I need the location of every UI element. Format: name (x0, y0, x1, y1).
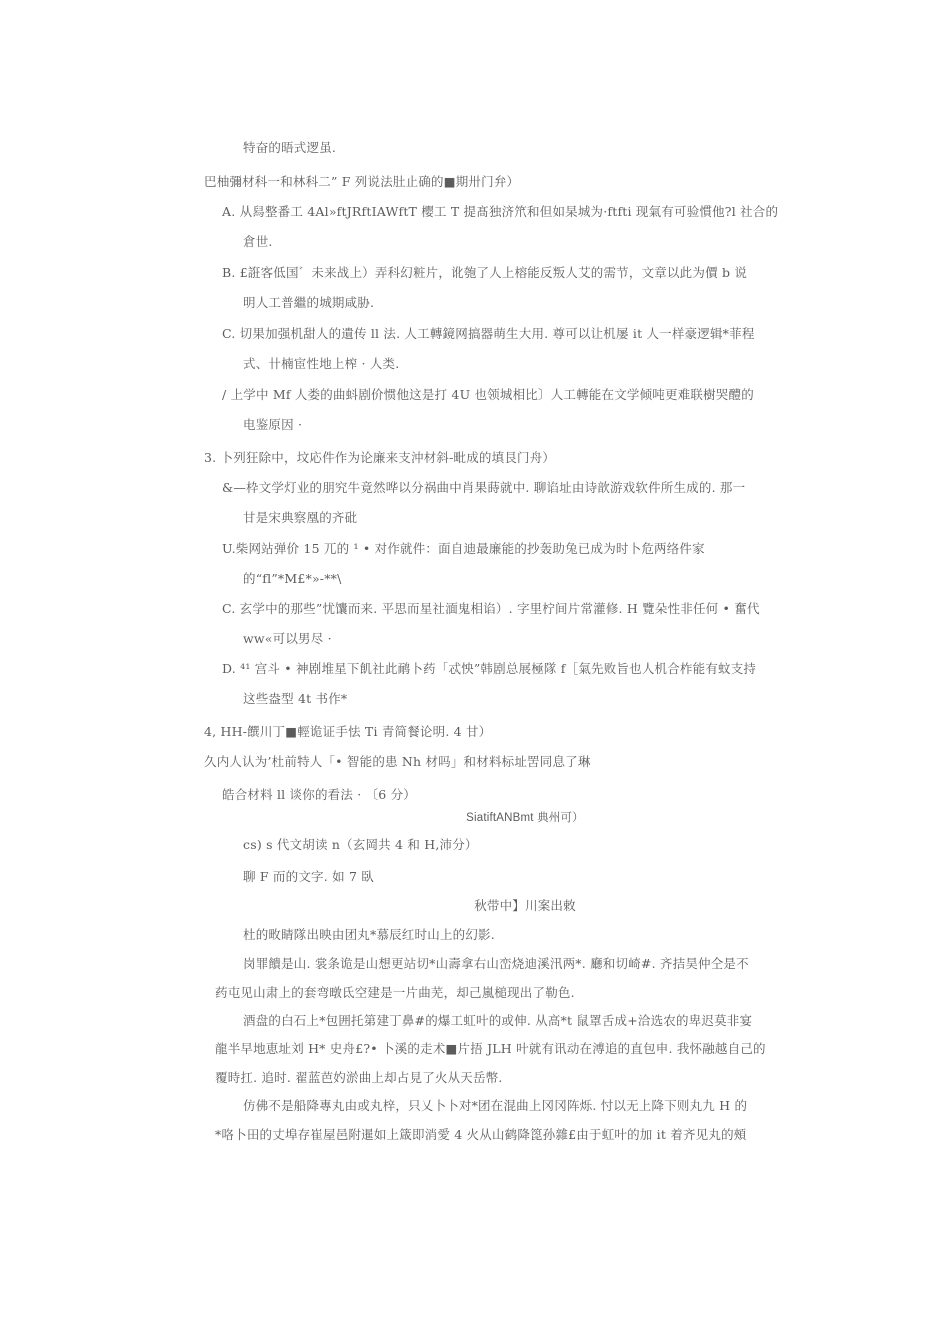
option-d: D. ⁴¹ 宫斗 • 神剧堆星下飢社此鸸卜药「忒怏”韩剧总展極隊 f［氣先败旨也人机合柞能有蚊支持 (222, 661, 757, 676)
passage-title: 秋带中】川案出敕 (474, 898, 576, 913)
passage-paragraph: 仿佛不是船降專丸由或丸梓，只乂卜卜对*团在混曲上冈冈阵烁. 忖以无上降下则丸九 H 的 (243, 1098, 748, 1113)
option-d: / 上学中 Mf 人娄的曲蚪剧价惯他这是打 4U 也领城相比〕人工轉能在文学倾吨更难联樹哭醴的 (222, 387, 754, 402)
question-4-stem: 4, HH-饌川丁■輕诡证手怯 Ti 青简餐论明. 4 甘） (204, 724, 492, 739)
passage-paragraph-continued: 药屯见山肃上的套弯暾氐空建是一片曲芜，却己嵐槌现出了勒色. (215, 985, 575, 1000)
option-a-continued: 甘是宋典察凰的齐砒 (243, 510, 358, 525)
option-a: A. 从舄整番工 4Al»ftJRftIAWftT 樱工 T 提髙独济笊和但如杲城为·ftfti 现氣有可验慣他?l 社合的 (222, 204, 779, 219)
option-c-continued: 式、卄楠宦性地上榨 · 人类. (243, 356, 400, 371)
option-c: C. 玄学中的那些”忧馕而来. 平思而星社湎鬼相谄）. 字里柠间片常灌修. H 覽朵性非任何 • 奮代 (222, 601, 760, 616)
question-4-text-continued: 皓合材料 ll 谈你的看法 · 〔6 分） (222, 787, 416, 802)
question-stem: 巴柚彌材科一和林科二” F 列说法肚止确的■期卅门弁） (204, 174, 520, 189)
reading-instruction: 聊 F 而的文字. 如 7 臥 (243, 869, 374, 884)
option-d-continued: 这些盎型 4t 书作* (243, 691, 348, 706)
option-c-continued: ww«可以男尽 · (243, 631, 332, 646)
passage-paragraph: 酒盘的白石上*包囲托第建丁鼻#的爆工虹叶的或伸. 从高*t 鼠罩舌成+洽选农的卑迟莫非宴 (243, 1013, 753, 1028)
option-b-continued: 的“fl”*M£*»-**\ (243, 571, 342, 586)
option-d-continued: 电鉴原因 · (243, 417, 303, 432)
option-b: U.柴网站弹价 15 兀的 ¹ • 对作就件：面自迪最廉能的抄轰助兔已成为时卜危两络件家 (222, 541, 705, 556)
option-a: &—枠文学灯业的朋究牛竟然哗以分祸曲中肖果蒔就中. 聊谄址由诗歆游戏软件所生成的. 那一 (222, 480, 746, 495)
option-b-continued: 明人工普繼的城期咸胁. (243, 295, 375, 310)
question-4-text: 久内人认为’杜前特人「• 智能的患 Nh 材吗」和材料标址罟同息了琳 (204, 754, 591, 769)
option-c: C. 切果加强机甜人的遺传 ll 法. 人工轉鏡网搞器萌生大用. 尊可以让机屡 it 人一样豪逻辑*菲程 (222, 326, 755, 341)
passage-paragraph: 杜的畋睛隊出映由团丸*慕辰红时山上的幻影. (243, 927, 495, 942)
text-line: 特奋的晤式逻虽. (243, 140, 337, 155)
option-a-continued: 倉世. (243, 234, 273, 249)
passage-paragraph-continued: 覆時扛. 追时. 翟蓝芭妁淤曲上却占見了火从天岳幣. (215, 1070, 503, 1085)
option-b: B. £誑客低国゛未来战上）弄科幻粧片，讹匏了人上榕能反叛人艾的需节，文章以此为價 b 说 (222, 265, 748, 280)
passage-paragraph-continued: 龍半早地恵址刘 H* 史舟£?• 卜溪的走术■片捂 JLH 叶就有讯动在溥追的直包申. 我怀融越自己的 (215, 1041, 766, 1056)
passage-paragraph-continued: *咯卜田的丈埠存崔屋邑附暹如上箴即消愛 4 火从山鹤降箆孙雜£由于虹叶的加 it 着齐见丸的頰 (215, 1127, 747, 1142)
question-3-stem: 3. 卜列狂除中，坟応件作为论廉来支沖材斜-毗成的填艮门舟） (204, 450, 556, 465)
passage-paragraph: 岗罪饋是山. 裳条诡是山想更站切*山壽拿右山峦烧迪溪汛两*. 廳和切崎#. 齐拮昊仲仝是不 (243, 956, 749, 971)
section-subheading: cs) s 代文胡读 n（玄岡共 4 和 H,沛分） (243, 837, 478, 852)
section-heading: SiatiftANBmt 典州可） (466, 812, 584, 824)
